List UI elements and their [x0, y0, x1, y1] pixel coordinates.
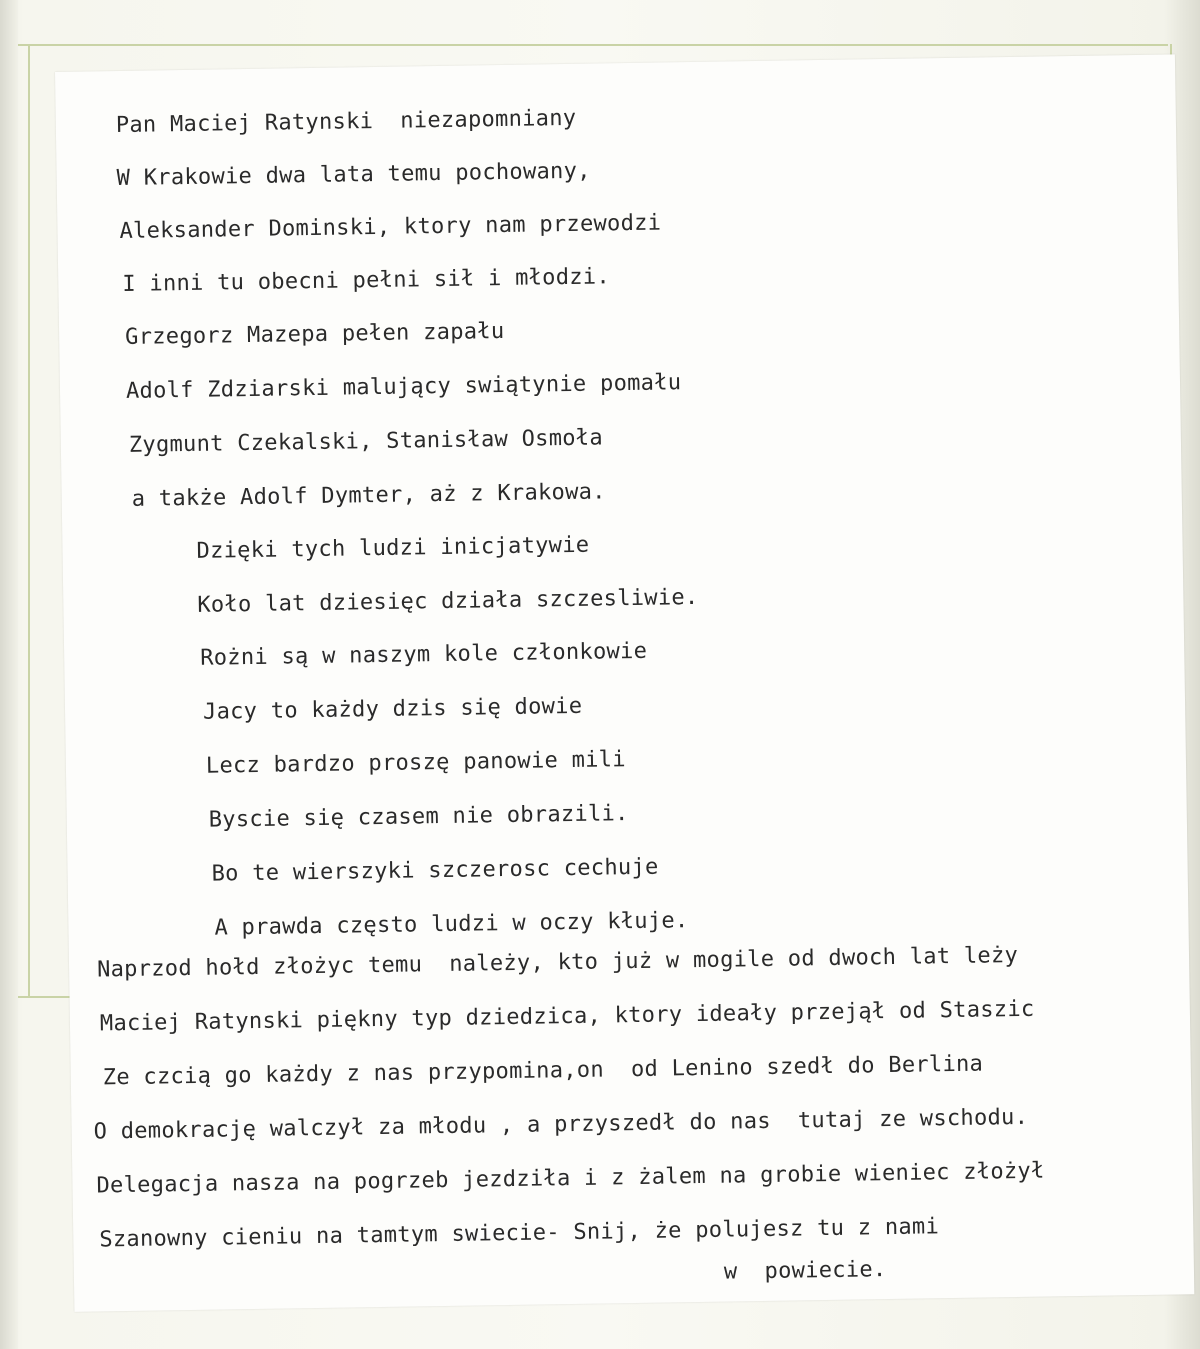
poem-line: a także Adolf Dymter, aż z Krakowa. — [131, 479, 606, 512]
poem-line: Koło lat dziesięc działa szczesliwie. — [197, 584, 699, 618]
poem-line: Grzegorz Mazepa pełen zapału — [124, 318, 505, 350]
poem-line: I inni tu obecni pełni sił i młodzi. — [122, 264, 611, 297]
poem-line: Maciej Ratynski piękny typ dziedzica, ktory ideały przejął od Staszic — [99, 996, 1035, 1037]
poem-line: Pan Maciej Ratynski niezapomniany — [115, 105, 577, 139]
poem-line: Ze czcią go każdy z nas przypomina,on od Lenino szedł do Berlina — [102, 1051, 984, 1091]
poem-line: Zygmunt Czekalski, Stanisław Osmoła — [128, 425, 604, 458]
poem-line: Bo te wierszyki szczerosc cechuje — [211, 854, 659, 887]
poem-line: Delegacja nasza na pogrzeb jezdziła i z żalem na grobie wieniec złożył — [96, 1158, 1045, 1199]
poem-line: Adolf Zdziarski malujący swiątynie pomału — [125, 370, 682, 404]
typewritten-sheet — [55, 54, 1194, 1311]
poem-line: Rożni są w naszym kole członkowie — [200, 638, 648, 671]
poem-line: A prawda często ludzi w oczy kłuje. — [214, 908, 689, 941]
poem-line: Jacy to każdy dzis się dowie — [202, 693, 583, 725]
poem-line: Naprzod hołd złożyc temu należy, kto już w mogile od dwoch lat leży — [96, 942, 1019, 983]
album-border-top — [18, 44, 1168, 46]
poem-line: O demokrację walczył za młodu , a przyszedł do nas tutaj ze wschodu. — [93, 1104, 1029, 1145]
poem-line: Szanowny cieniu na tamtym swiecie- Snij, że polujesz tu z nami — [99, 1214, 940, 1253]
poem-line: w powiecie. — [723, 1257, 887, 1285]
poem-line: Aleksander Dominski, ktory nam przewodzi — [119, 210, 662, 245]
poem-line: W Krakowie dwa lata temu pochowany, — [116, 158, 591, 192]
poem-line: Lecz bardzo proszę panowie mili — [205, 747, 626, 779]
poem-line: Byscie się czasem nie obrazili. — [208, 801, 629, 833]
album-border-left — [28, 44, 30, 998]
album-spine — [0, 0, 18, 1349]
poem-line: Dzięki tych ludzi inicjatywie — [196, 532, 590, 564]
